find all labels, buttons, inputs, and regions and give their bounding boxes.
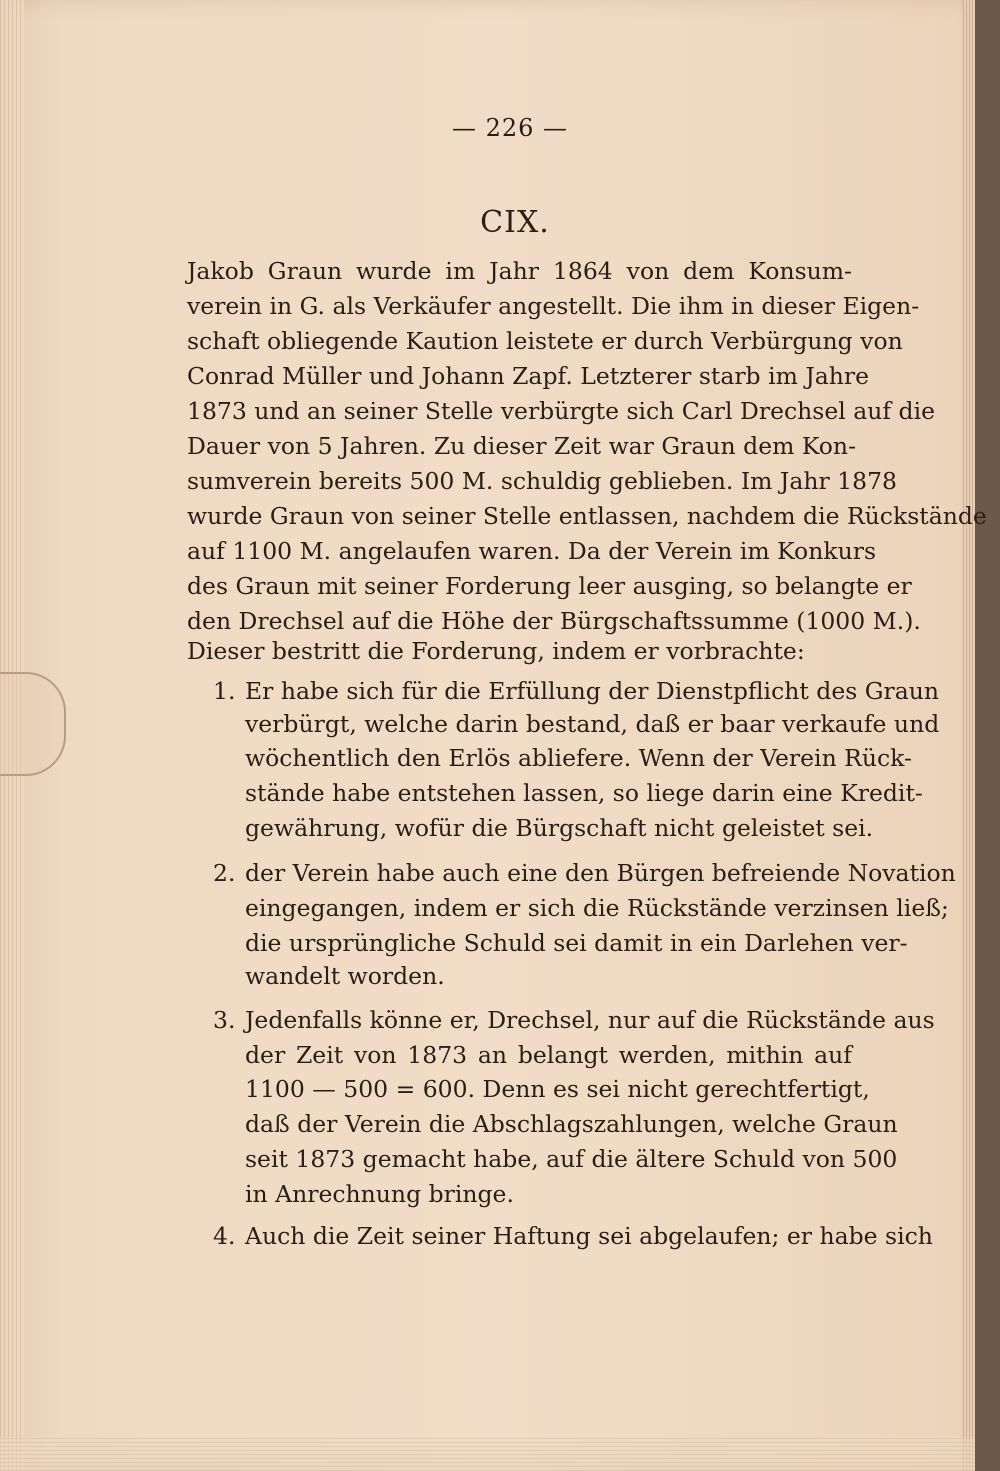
list-item-line: wöchentlich den Erlös abliefere. Wenn der Verein Rück- xyxy=(245,744,912,772)
text-line: schaft obliegende Kaution leistete er durch Verbürgung von xyxy=(187,327,903,355)
list-item-line: Er habe sich für die Erfüllung der Dienstpflicht des Graun xyxy=(245,677,940,705)
list-item-line: stände habe entstehen lassen, so liege darin eine Kredit- xyxy=(245,779,923,807)
text-line: auf 1100 M. angelaufen waren. Da der Verein im Konkurs xyxy=(187,537,877,565)
chapter-heading: CIX. xyxy=(480,205,550,240)
text-line: sumverein bereits 500 M. schuldig geblieben. Im Jahr 1878 xyxy=(187,467,897,495)
page-number: — 226 — xyxy=(451,114,569,142)
list-item-line: der Verein habe auch eine den Bürgen befreiende Novation xyxy=(245,859,956,887)
list-item-line: Auch die Zeit seiner Haftung sei abgelaufen; er habe sich xyxy=(245,1222,933,1250)
text-line: den Drechsel auf die Höhe der Bürgschaftssumme (1000 M.). xyxy=(187,607,921,635)
text-line: Dieser bestritt die Forderung, indem er vorbrachte: xyxy=(187,637,805,665)
list-item-line: daß der Verein die Abschlagszahlungen, welche Graun xyxy=(245,1110,898,1138)
list-item-line: gewährung, wofür die Bürgschaft nicht geleistet sei. xyxy=(245,814,874,842)
list-item-line: 1100 — 500 = 600. Denn es sei nicht gerechtfertigt, xyxy=(245,1075,870,1103)
list-number: 1. xyxy=(213,677,236,705)
text-line: wurde Graun von seiner Stelle entlassen, nachdem die Rückstände xyxy=(187,502,987,530)
list-item-line: wandelt worden. xyxy=(245,962,445,990)
text-line: Dauer von 5 Jahren. Zu dieser Zeit war Graun dem Kon- xyxy=(187,432,857,460)
list-number: 3. xyxy=(213,1006,236,1034)
text-line: verein in G. als Verkäufer angestellt. Die ihm in dieser Eigen- xyxy=(187,292,920,320)
list-number: 4. xyxy=(213,1222,236,1250)
text-line: Jakob Graun wurde im Jahr 1864 von dem Konsum- xyxy=(187,257,852,285)
text-line: Conrad Müller und Johann Zapf. Letzterer starb im Jahre xyxy=(187,362,870,390)
list-item-line: seit 1873 gemacht habe, auf die ältere Schuld von 500 xyxy=(245,1145,898,1173)
text-line: des Graun mit seiner Forderung leer ausging, so belangte er xyxy=(187,572,912,600)
list-item-line: eingegangen, indem er sich die Rückstände verzinsen ließ; xyxy=(245,894,949,922)
list-number: 2. xyxy=(213,859,236,887)
text-line: 1873 und an seiner Stelle verbürgte sich Carl Drechsel auf die xyxy=(187,397,936,425)
list-item-line: die ursprüngliche Schuld sei damit in ein Darlehen ver- xyxy=(245,929,908,957)
list-item-line: der Zeit von 1873 an belangt werden, mithin auf xyxy=(245,1041,852,1069)
list-item-line: in Anrechnung bringe. xyxy=(245,1180,514,1208)
list-item-line: Jedenfalls könne er, Drechsel, nur auf die Rückstände aus xyxy=(245,1006,935,1034)
list-item-line: verbürgt, welche darin bestand, daß er baar verkaufe und xyxy=(245,710,940,738)
